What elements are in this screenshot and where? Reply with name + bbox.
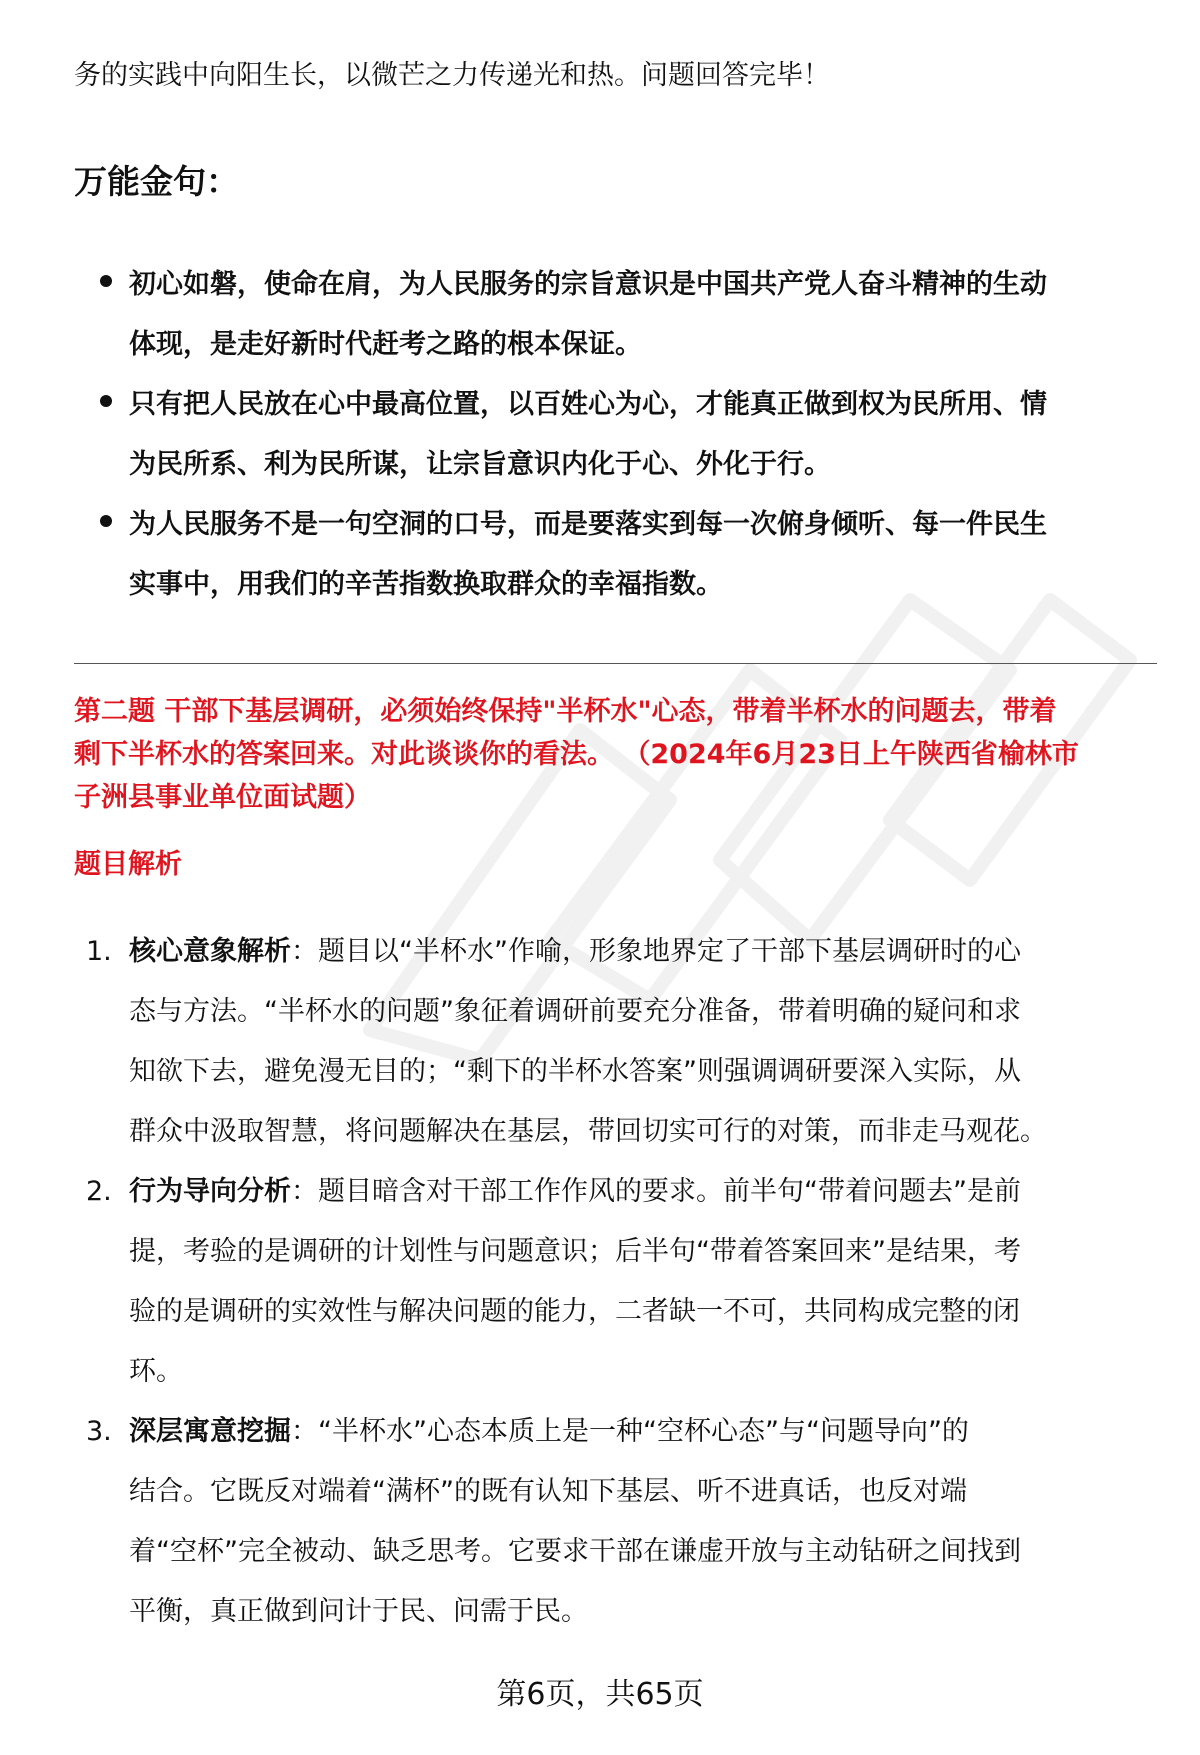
item-title: 行为导向分析 — [129, 1176, 291, 1207]
list-number: 2. — [86, 1176, 112, 1207]
bullet-icon — [100, 515, 112, 527]
list-text-line: 着“空杯”完全被动、缺乏思考。它要求干部在谦虚开放与主动钻研之间找到 — [129, 1536, 1021, 1567]
list-text-line: 态与方法。“半杯水的问题”象征着调研前要充分准备，带着明确的疑问和求 — [129, 996, 1021, 1027]
list-number: 1. — [86, 936, 112, 967]
item-title: 深层寓意挖掘 — [129, 1416, 291, 1447]
list-text-line: 环。 — [129, 1356, 183, 1387]
bullet-text-line: 为民所系、利为民所谋，让宗旨意识内化于心、外化于行。 — [129, 449, 831, 480]
item-title: 核心意象解析 — [129, 936, 291, 967]
list-item — [74, 1402, 1164, 1642]
page-number: 第6页，共65页 — [496, 1677, 704, 1712]
item-text: ：题目暗含对干部工作作风的要求。前半句“带着问题去”是前 — [291, 1176, 1021, 1207]
question-line: 子洲县事业单位面试题） — [74, 782, 371, 813]
analysis-heading: 题目解析 — [74, 849, 182, 880]
bullet-text-line: 只有把人民放在心中最高位置，以百姓心为心，才能真正做到权为民所用、情 — [129, 389, 1047, 420]
list-item — [74, 375, 1154, 495]
question-title — [74, 690, 1164, 819]
list-text-line: 群众中汲取智慧，将问题解决在基层，带回切实可行的对策，而非走马观花。 — [129, 1116, 1047, 1147]
section-divider — [74, 663, 1157, 664]
list-text-line: 知欲下去，避免漫无目的；“剩下的半杯水答案”则强调调研要深入实际，从 — [129, 1056, 1021, 1087]
golden-sentences-list — [74, 255, 1154, 615]
list-text-line: 提，考验的是调研的计划性与问题意识；后半句“带着答案回来”是结果，考 — [129, 1236, 1021, 1267]
list-text-line — [129, 922, 1164, 982]
bullet-icon — [100, 395, 112, 407]
golden-sentences-heading: 万能金句： — [74, 162, 239, 201]
list-text-line: 验的是调研的实效性与解决问题的能力，二者缺一不可，共同构成完整的闭 — [129, 1296, 1020, 1327]
list-text-line — [129, 1162, 1164, 1222]
item-text: ：“半杯水”心态本质上是一种“空杯心态”与“问题导向”的 — [291, 1416, 969, 1447]
analysis-list — [74, 922, 1164, 1642]
intro-text: 务的实践中向阳生长，以微芒之力传递光和热。问题回答完毕！ — [74, 60, 830, 91]
item-text: ：题目以“半杯水”作喻，形象地界定了干部下基层调研时的心 — [291, 936, 1021, 967]
list-text-line: 平衡，真正做到问计于民、问需于民。 — [129, 1596, 588, 1627]
list-number: 3. — [86, 1416, 112, 1447]
bullet-icon — [100, 275, 112, 287]
list-item — [74, 255, 1154, 375]
question-line: 剩下半杯水的答案回来。对此谈谈你的看法。 （2024年6月23日上午陕西省榆林市 — [74, 739, 1079, 770]
list-item — [74, 922, 1164, 1162]
list-text-line — [129, 1402, 1164, 1462]
bullet-text-line: 体现，是走好新时代赶考之路的根本保证。 — [129, 329, 642, 360]
list-item — [74, 1162, 1164, 1402]
list-item — [74, 495, 1154, 615]
bullet-text-line: 初心如磐，使命在肩，为人民服务的宗旨意识是中国共产党人奋斗精神的生动 — [129, 269, 1047, 300]
question-line: 第二题 干部下基层调研，必须始终保持"半杯水"心态，带着半杯水的问题去，带着 — [74, 696, 1057, 727]
bullet-text-line: 实事中，用我们的辛苦指数换取群众的幸福指数。 — [129, 569, 723, 600]
list-text-line: 结合。它既反对端着“满杯”的既有认知下基层、听不进真话，也反对端 — [129, 1476, 967, 1507]
bullet-text-line: 为人民服务不是一句空洞的口号，而是要落实到每一次俯身倾听、每一件民生 — [129, 509, 1047, 540]
